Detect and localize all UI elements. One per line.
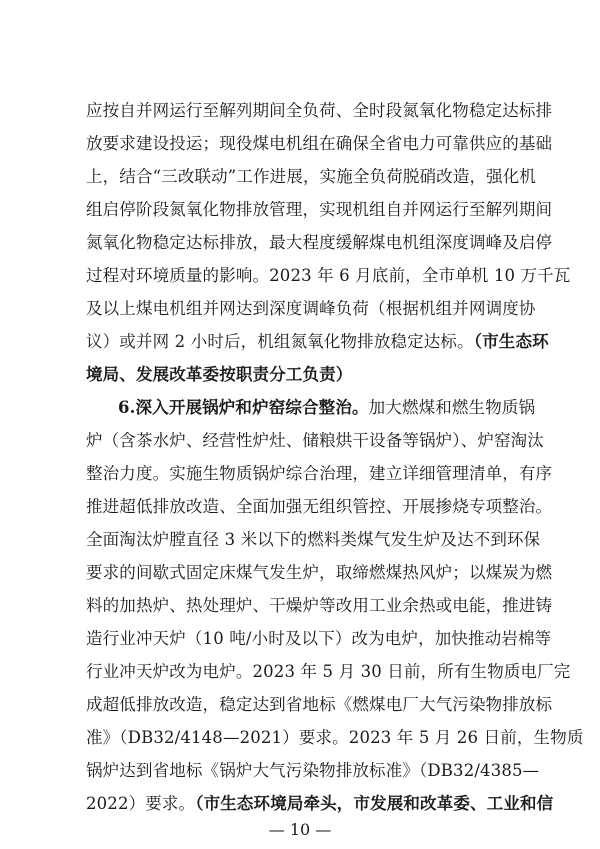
- text-span: 准》（DB32/4148—2021）要求。2023 年 5 月 26 日前，生物质: [86, 728, 584, 747]
- body-text-line: [86, 757, 540, 785]
- text-span: 2022）要求。: [86, 794, 196, 813]
- text-span: 加大燃煤和燃生物质锅: [368, 398, 536, 417]
- body-text-line: [86, 262, 571, 290]
- text-span: 整治力度。实施生物质锅炉综合治理，建立详细管理清单，有序: [86, 464, 553, 483]
- text-span: 行业冲天炉改为电炉。2023 年 5 月 30 日前，所有生物质电厂完: [86, 662, 571, 681]
- body-text-line: [86, 229, 553, 257]
- body-text-line: [86, 592, 553, 620]
- body-text-line: [86, 658, 571, 686]
- item-title: .深入开展锅炉和炉窑综合整治。: [129, 398, 369, 417]
- text-span: 上，结合“三改联动”工作进展，实施全负荷脱硝改造，强化机: [86, 167, 537, 186]
- body-text-line: [86, 427, 544, 455]
- text-span: 组启停阶段氮氧化物排放管理，实现机组自并网运行至解列期间: [86, 200, 553, 219]
- text-span: 锅炉达到省地标《锅炉大气污染物排放标准》（DB32/4385—: [86, 761, 540, 780]
- page-number: — 10 —: [268, 820, 332, 839]
- body-text-line: [86, 493, 553, 521]
- body-text-line: [86, 526, 541, 554]
- responsibility-note: （市生态环: [473, 332, 549, 351]
- body-text-line: [86, 295, 536, 323]
- text-span: 过程对环境质量的影响。2023 年 6 月底前，全市单机 10 万千瓦: [86, 266, 571, 285]
- text-span: 要求的间歇式固定床煤气发生炉，取缔燃煤热风炉；以煤炭为燃: [86, 563, 553, 582]
- text-span: 炉（含茶水炉、经营性炉灶、储粮烘干设备等锅炉）、炉窑淘汰: [86, 431, 544, 450]
- section-heading-line: [118, 394, 536, 422]
- text-span: 应按自并网运行至解列期间全负荷、全时段氮氧化物稳定达标排: [86, 101, 553, 120]
- body-text-line: [86, 361, 526, 389]
- text-span: 放要求建设投运；现役煤电机组在确保全省电力可靠供应的基础: [86, 134, 553, 153]
- body-text-line: [86, 460, 553, 488]
- body-text-line: [86, 559, 553, 587]
- text-span: 氮氧化物稳定达标排放，最大程度缓解煤电机组深度调峰及启停: [86, 233, 553, 252]
- body-text-line: [86, 625, 552, 653]
- text-span: 全面淘汰炉膛直径 3 米以下的燃料类煤气发生炉及达不到环保: [86, 530, 541, 549]
- text-span: 料的加热炉、热处理炉、干燥炉等改用工业余热或电能，推进铸: [86, 596, 553, 615]
- item-number: 6: [118, 398, 130, 417]
- text-span: 及以上煤电机组并网达到深度调峰负荷（根据机组并网调度协: [86, 299, 536, 318]
- body-text-line: [86, 790, 554, 818]
- text-span: 议）或并网 2 小时后，机组氮氧化物排放稳定达标。: [86, 332, 474, 351]
- text-span: 造行业冲天炉（10 吨/小时及以下）改为电炉，加快推动岩棉等: [86, 629, 552, 648]
- body-text-line: [86, 97, 553, 125]
- body-text-line: [86, 130, 553, 158]
- body-text-line: [86, 196, 553, 224]
- responsibility-note: 境局、发展改革委按职责分工负责）: [86, 365, 353, 384]
- body-text-line: [86, 691, 553, 719]
- text-span: 推进超低排放改造、全面加强无组织管控、开展掺烧专项整治。: [86, 497, 553, 516]
- text-span: 成超低排放改造，稳定达到省地标《燃煤电厂大气污染物排放标: [86, 695, 553, 714]
- body-text-line: [86, 724, 584, 752]
- body-text-line: [86, 328, 549, 356]
- body-text-line: [86, 163, 537, 191]
- responsibility-note: （市生态环境局牵头，市发展和改革委、工业和信: [195, 794, 554, 813]
